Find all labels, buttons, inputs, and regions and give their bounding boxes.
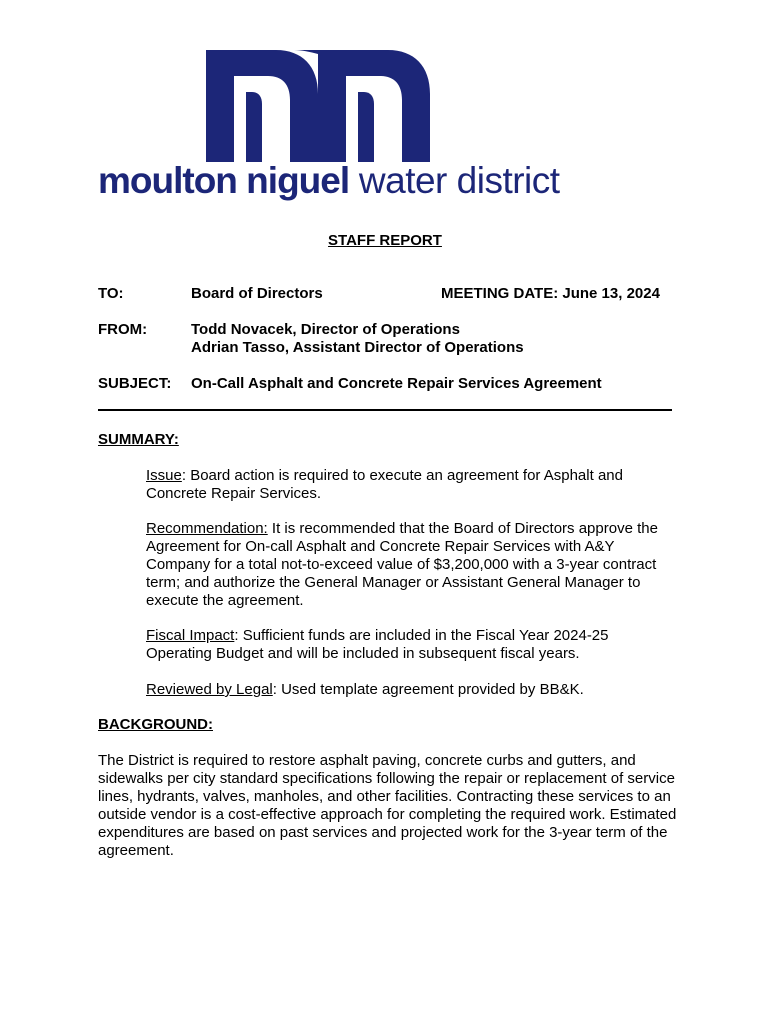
meeting-date: MEETING DATE: June 13, 2024 — [441, 285, 660, 302]
fiscal-impact-label: Fiscal Impact — [146, 627, 235, 644]
from-line-2: Adrian Tasso, Assistant Director of Operations — [191, 339, 524, 356]
header-divider — [98, 409, 672, 411]
background-heading: BACKGROUND: — [98, 716, 213, 733]
logo-wordmark — [98, 159, 560, 203]
legal-review-text: : Used template agreement provided by BB&K. — [272, 681, 584, 698]
logo-wordmark-light: water district — [349, 160, 560, 201]
recommendation-label: Recommendation: — [146, 520, 268, 537]
issue-paragraph — [146, 467, 676, 503]
legal-review-paragraph — [146, 681, 676, 699]
district-logo — [98, 44, 560, 204]
fiscal-impact-text: : Sufficient funds are included in the Fiscal Year 2024-25 Operating Budget and will be included in subsequent fiscal years. — [146, 627, 609, 662]
recommendation-text: It is recommended that the Board of Directors approve the Agreement for On-call Asphalt and Concrete Repair Services with A&Y Company for a total not-to-exceed value of $3,200,000 with a 3-year contract term; and authorize the General Manager or Assistant General Manager to execute the agreement. — [146, 520, 658, 609]
from-line-1: Todd Novacek, Director of Operations — [191, 321, 460, 338]
from-label: FROM: — [98, 321, 148, 338]
subject-value: On-Call Asphalt and Concrete Repair Services Agreement — [191, 375, 602, 392]
legal-review-label: Reviewed by Legal — [146, 681, 273, 698]
background-paragraph: The District is required to restore asphalt paving, concrete curbs and gutters, and sidewalks per city standard specifications following the repair or replacement of service lines, hydrants, valves, manholes, and other facilities. Contracting these services to an outside vendor is a cost-effective approach for completing the required work. Estimated expenditures are based on past services and projected work for the 3-year term of the agreement. — [98, 752, 677, 859]
fiscal-impact-paragraph — [146, 627, 676, 663]
issue-text: : Board action is required to execute an agreement for Asphalt and Concrete Repair Services. — [146, 467, 623, 502]
logo-wordmark-bold: moulton niguel — [98, 160, 350, 201]
to-value: Board of Directors — [191, 285, 323, 302]
mm-logo-mark-icon — [206, 44, 430, 162]
issue-label: Issue — [146, 467, 182, 484]
to-label: TO: — [98, 285, 124, 302]
summary-heading: SUMMARY: — [98, 431, 179, 448]
report-title: STAFF REPORT — [328, 232, 442, 249]
recommendation-paragraph — [146, 520, 676, 610]
subject-label: SUBJECT: — [98, 375, 172, 392]
